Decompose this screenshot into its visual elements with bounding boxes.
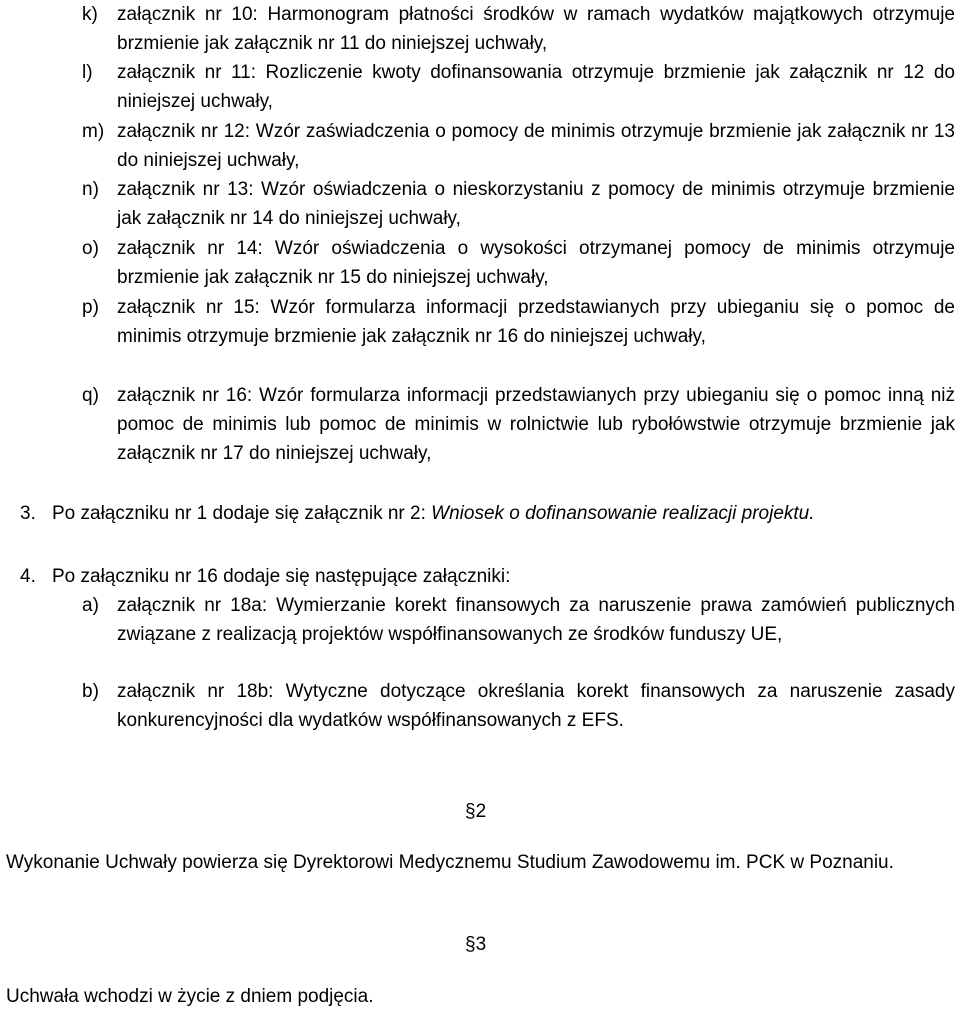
list-item-n xyxy=(82,175,955,233)
point-text: Po załączniku nr 16 dodaje się następujące załączniki: xyxy=(52,566,511,587)
list-item-label: l) xyxy=(82,62,93,83)
list-item-text: załącznik nr 14: Wzór oświadczenia o wysokości otrzymanej pomocy de minimis otrzymuje brzmienie jak załącznik nr 15 do niniejszej uchwały, xyxy=(117,238,955,288)
attachment-title: Wniosek o dofinansowanie realizacji projektu. xyxy=(431,503,815,524)
list-item-l xyxy=(82,58,955,116)
list-item-text: załącznik nr 18b: Wytyczne dotyczące określania korekt finansowych za naruszenie zasady konkurencyjności dla wydatków współfinansowanych z EFS. xyxy=(117,681,955,731)
list-item-label: n) xyxy=(82,179,99,200)
list-item-a xyxy=(82,591,955,649)
list-item-text: załącznik nr 12: Wzór zaświadczenia o pomocy de minimis otrzymuje brzmienie jak załącznik nr 13 do niniejszej uchwały, xyxy=(117,121,955,171)
section-2-heading: §2 xyxy=(465,801,487,822)
list-item-label: o) xyxy=(82,238,99,259)
point-text xyxy=(52,499,955,528)
section-3-heading: §3 xyxy=(465,934,487,955)
point-number: 4. xyxy=(20,566,36,587)
list-item-k xyxy=(82,0,955,58)
list-item-label: q) xyxy=(82,385,99,406)
list-item-m xyxy=(82,117,955,175)
list-item-q xyxy=(82,381,955,468)
list-item-text: załącznik nr 13: Wzór oświadczenia o nieskorzystaniu z pomocy de minimis otrzymuje brzmienie jak załącznik nr 14 do niniejszej uchwały, xyxy=(117,179,955,229)
list-item-label: a) xyxy=(82,595,99,616)
section-3-text: Uchwała wchodzi w życie z dniem podjęcia. xyxy=(6,986,374,1007)
list-item-text: załącznik nr 18a: Wymierzanie korekt finansowych za naruszenie prawa zamówień publicznych związane z realizacją projektów współfinansowanych ze środków funduszy UE, xyxy=(117,595,955,645)
point-4 xyxy=(20,562,955,591)
list-item-label: b) xyxy=(82,681,99,702)
point-3 xyxy=(20,499,955,528)
list-item-label: p) xyxy=(82,297,99,318)
point-text-plain: Po załączniku nr 1 dodaje się załącznik nr 2: xyxy=(52,503,432,524)
list-item-label: m) xyxy=(82,121,105,142)
list-item-text: załącznik nr 11: Rozliczenie kwoty dofinansowania otrzymuje brzmienie jak załącznik nr 12 do niniejszej uchwały, xyxy=(117,62,955,112)
list-item-text: załącznik nr 10: Harmonogram płatności środków w ramach wydatków majątkowych otrzymuje brzmienie jak załącznik nr 11 do niniejszej uchwały, xyxy=(117,4,955,54)
list-item-text: załącznik nr 16: Wzór formularza informacji przedstawianych przy ubieganiu się o pomoc inną niż pomoc de minimis lub pomoc de minimis w rolnictwie lub rybołówstwie otrzymuje brzmienie jak załącznik nr 17 do niniejszej uchwały, xyxy=(117,385,955,464)
list-item-p xyxy=(82,293,955,351)
point-number: 3. xyxy=(20,503,36,524)
list-item-b xyxy=(82,677,955,735)
list-item-label: k) xyxy=(82,4,98,25)
list-item-text: załącznik nr 15: Wzór formularza informacji przedstawianych przy ubieganiu się o pomoc de minimis otrzymuje brzmienie jak załącznik nr 16 do niniejszej uchwały, xyxy=(117,297,955,347)
list-item-o xyxy=(82,234,955,292)
section-2-text: Wykonanie Uchwały powierza się Dyrektorowi Medycznemu Studium Zawodowemu im. PCK w Poznaniu. xyxy=(6,852,894,873)
